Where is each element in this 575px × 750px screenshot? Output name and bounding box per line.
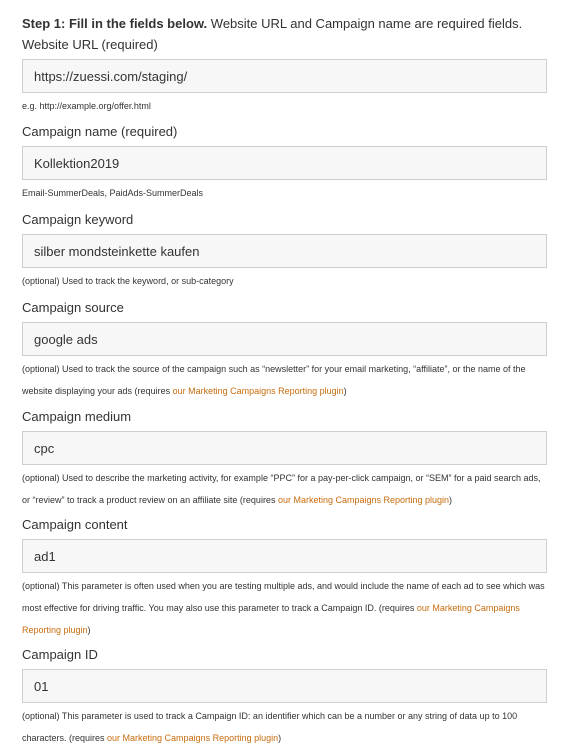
campaign-medium-help-line2: or “review” to track a product review on an affiliate site (requires <box>22 495 278 505</box>
campaign-content-help-close: ) <box>87 625 91 635</box>
website-url-input[interactable] <box>22 59 547 93</box>
campaign-content-label: Campaign content <box>22 517 128 532</box>
campaign-keyword-label: Campaign keyword <box>22 212 134 227</box>
campaign-source-help-line2: website displaying your ads (requires <box>22 386 173 396</box>
campaign-source-label: Campaign source <box>22 300 124 315</box>
marketing-campaigns-plugin-link[interactable]: our Marketing Campaigns Reporting plugin <box>107 733 279 743</box>
campaign-content-help <box>22 575 547 641</box>
campaign-medium-help-line1: (optional) Used to describe the marketing activity, for example “PPC” for a pay-per-click campaign, or “SEM” for a paid search ads, <box>22 473 541 483</box>
campaign-content-help-line1: (optional) This parameter is often used when you are testing multiple ads, and would include the name of each ad to see which was <box>22 581 545 591</box>
campaign-id-help-close: ) <box>278 733 282 743</box>
campaign-id-input[interactable] <box>22 669 547 703</box>
field-campaign-id <box>22 647 547 749</box>
website-url-help: e.g. http://example.org/offer.html <box>22 101 151 111</box>
field-website-url <box>22 37 547 117</box>
marketing-campaigns-plugin-link-cont[interactable]: Reporting plugin <box>22 625 88 635</box>
website-url-label: Website URL (required) <box>22 37 158 52</box>
marketing-campaigns-plugin-link[interactable]: our Marketing Campaigns Reporting plugin <box>277 495 450 505</box>
campaign-content-input[interactable] <box>22 539 547 573</box>
campaign-name-label: Campaign name (required) <box>22 124 178 139</box>
campaign-keyword-input[interactable] <box>22 234 547 268</box>
step-instruction <box>22 15 522 32</box>
campaign-source-help-line1: (optional) Used to track the source of the campaign such as “newsletter” for your email marketing, “affiliate”, or the name of the <box>22 364 526 374</box>
field-campaign-content <box>22 517 547 641</box>
step-title: Step 1: Fill in the fields below. <box>22 16 208 31</box>
campaign-source-help-close: ) <box>343 386 347 396</box>
campaign-id-help-line2: characters. (requires <box>22 733 108 743</box>
campaign-medium-help-close: ) <box>449 495 453 505</box>
marketing-campaigns-plugin-link[interactable]: our Marketing Campaigns Reporting plugin <box>172 386 344 396</box>
field-campaign-name <box>22 124 547 204</box>
campaign-content-help-line2: most effective for driving traffic. You may also use this parameter to track a Campaign ID. (requires <box>22 603 417 613</box>
campaign-name-input[interactable] <box>22 146 547 180</box>
campaign-id-help <box>22 705 547 749</box>
campaign-source-input[interactable] <box>22 322 547 356</box>
campaign-name-help: Email-SummerDeals, PaidAds-SummerDeals <box>22 188 204 198</box>
field-campaign-keyword <box>22 212 547 292</box>
marketing-campaigns-plugin-link[interactable]: our Marketing Campaigns <box>416 603 520 613</box>
field-campaign-medium <box>22 409 547 511</box>
campaign-medium-input[interactable] <box>22 431 547 465</box>
campaign-id-help-line1: (optional) This parameter is used to track a Campaign ID: an identifier which can be a number or any string of data up to 100 <box>22 711 518 721</box>
step-description: Website URL and Campaign name are required fields. <box>210 16 523 31</box>
campaign-medium-help <box>22 467 547 511</box>
campaign-medium-label: Campaign medium <box>22 409 132 424</box>
field-campaign-source <box>22 300 547 402</box>
campaign-source-help <box>22 358 547 402</box>
campaign-keyword-help: (optional) Used to track the keyword, or sub-category <box>22 276 234 286</box>
campaign-id-label: Campaign ID <box>22 647 98 662</box>
